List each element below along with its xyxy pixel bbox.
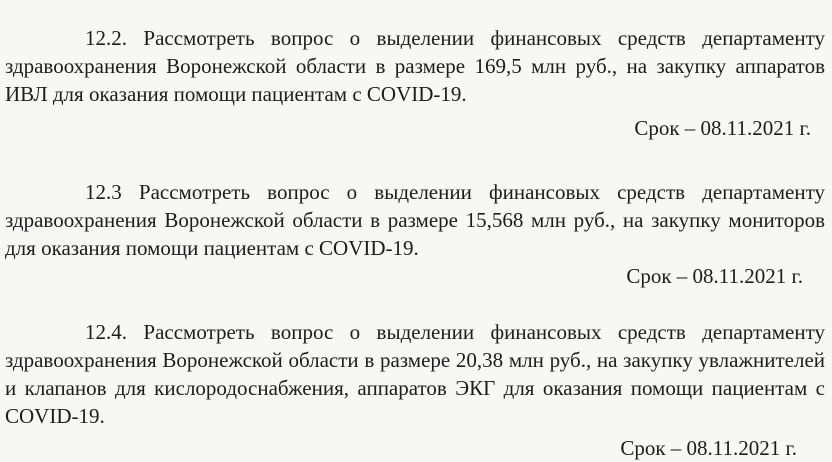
agenda-item-12-4 [5, 318, 825, 462]
agenda-item-12-3 [5, 178, 825, 290]
item-text: 12.2. Рассмотреть вопрос о выделении финансовых средств департаменту здравоохранения Воронежской области в размере 169,5 млн руб., на закупку аппаратов ИВЛ для оказания помощи пациентам с COVID-19. [5, 26, 825, 106]
item-text: 12.3 Рассмотреть вопрос о выделении финансовых средств департаменту здравоохранения Воронежской области в размере 15,568 млн руб., на закупку мониторов для оказания помощи пациентам с COVID-19. [5, 180, 825, 260]
item-deadline: Срок – 08.11.2021 г. [626, 264, 803, 288]
agenda-item-12-2 [5, 24, 825, 142]
item-deadline: Срок – 08.11.2021 г. [634, 116, 811, 140]
item-deadline: Срок – 08.11.2021 г. [620, 436, 797, 460]
item-text: 12.4. Рассмотреть вопрос о выделении финансовых средств департаменту здравоохранения Воронежской области в размере 20,38 млн руб., на закупку увлажнителей и клапанов для кислородоснабжения, аппаратов ЭКГ для оказания помощи пациентам с COVID-19. [5, 320, 825, 428]
